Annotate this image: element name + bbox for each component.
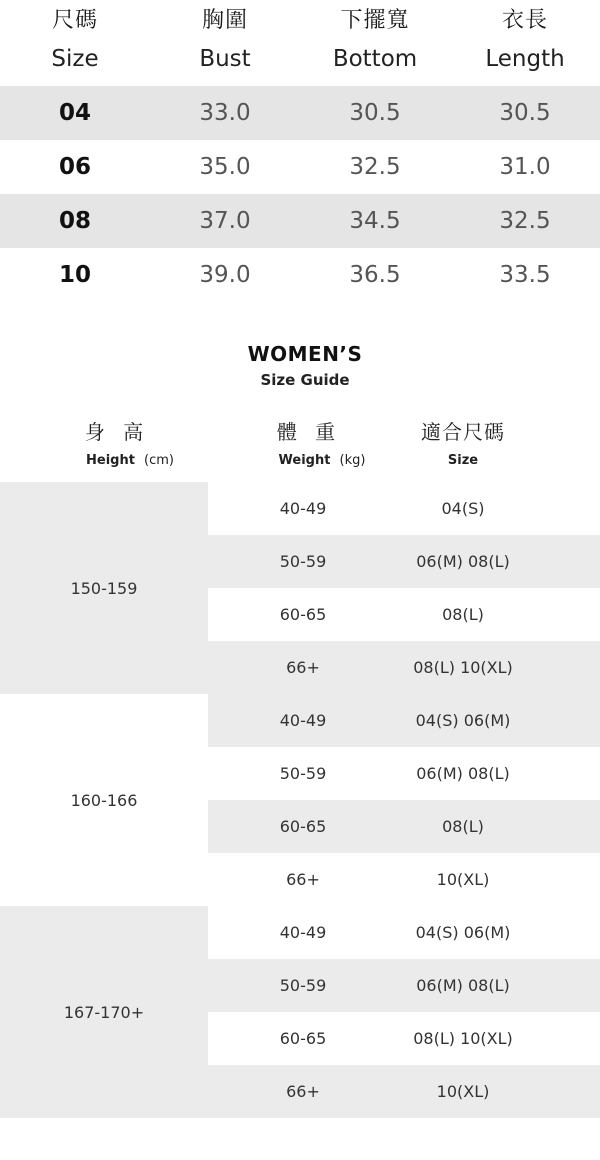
height-group	[0, 482, 600, 694]
weight-cell: 50-59	[279, 552, 327, 571]
guide-title: WOMEN’S	[247, 342, 363, 366]
weight-cell: 60-65	[279, 605, 327, 624]
size-cell: 06(M) 08(L)	[416, 552, 510, 571]
header-bust-cn: 胸圍	[201, 8, 248, 33]
guide-header-weight-cn: 體 重	[276, 420, 342, 444]
weight-cell: 40-49	[279, 499, 327, 518]
size-cell: 04	[58, 100, 91, 126]
size-cell: 10	[58, 262, 91, 288]
size-guide-table	[0, 482, 600, 1118]
header-size	[0, 0, 150, 72]
table-row	[208, 641, 600, 694]
height-group	[0, 694, 600, 906]
weight-cell: 40-49	[279, 923, 327, 942]
measurement-table	[0, 0, 600, 302]
bottom-cell: 30.5	[349, 100, 401, 126]
length-cell: 30.5	[499, 100, 551, 126]
header-bottom	[300, 0, 450, 72]
guide-header-size	[383, 420, 543, 470]
size-cell: 08(L) 10(XL)	[413, 658, 513, 677]
bust-cell: 33.0	[199, 100, 251, 126]
guide-header-weight-label: Weight	[278, 453, 331, 468]
size-cell: 04(S)	[441, 499, 485, 518]
header-bottom-en: Bottom	[332, 46, 418, 72]
bust-cell: 37.0	[199, 208, 251, 234]
bottom-cell: 34.5	[349, 208, 401, 234]
weight-cell: 60-65	[279, 817, 327, 836]
table-row	[0, 86, 600, 140]
table-row	[208, 906, 600, 959]
bust-cell: 35.0	[199, 154, 251, 180]
guide-header-height-unit: (cm)	[144, 453, 174, 468]
size-cell: 08(L)	[442, 605, 484, 624]
weight-cell: 66+	[286, 870, 320, 889]
length-cell: 31.0	[499, 154, 551, 180]
size-cell: 08(L)	[442, 817, 484, 836]
table-row	[208, 588, 600, 641]
weight-cell: 66+	[286, 658, 320, 677]
weight-cell: 40-49	[279, 711, 327, 730]
guide-header-weight-unit: (kg)	[339, 453, 366, 468]
height-cell: 160-166	[70, 790, 138, 810]
table-row	[0, 248, 600, 302]
weight-cell: 50-59	[279, 764, 327, 783]
header-length-cn: 衣長	[501, 8, 548, 33]
table-row	[208, 482, 600, 535]
table-row	[208, 535, 600, 588]
length-cell: 32.5	[499, 208, 551, 234]
size-cell: 06	[58, 154, 91, 180]
table-row	[208, 1012, 600, 1065]
weight-cell: 66+	[286, 1082, 320, 1101]
table-row	[208, 800, 600, 853]
guide-header-size-en: Size	[447, 453, 479, 468]
guide-header-height	[30, 420, 230, 470]
size-cell: 08(L) 10(XL)	[413, 1029, 513, 1048]
table-row	[0, 194, 600, 248]
guide-header-height-cn: 身 高	[84, 420, 150, 444]
measurement-table-header	[0, 0, 600, 86]
guide-subtitle: Size Guide	[260, 371, 350, 389]
table-row	[208, 694, 600, 747]
size-cell: 08	[58, 208, 91, 234]
size-cell: 10(XL)	[436, 870, 490, 889]
bottom-cell: 32.5	[349, 154, 401, 180]
height-group	[0, 906, 600, 1118]
bust-cell: 39.0	[199, 262, 251, 288]
header-size-cn: 尺碼	[51, 8, 98, 33]
table-row	[208, 853, 600, 906]
weight-cell: 50-59	[279, 976, 327, 995]
guide-header-height-label: Height	[86, 453, 135, 468]
header-length	[450, 0, 600, 72]
guide-header-height-en	[30, 452, 230, 470]
bottom-cell: 36.5	[349, 262, 401, 288]
size-cell: 04(S) 06(M)	[415, 711, 511, 730]
height-cell: 167-170+	[0, 906, 208, 1118]
table-row	[0, 140, 600, 194]
size-cell: 04(S) 06(M)	[415, 923, 511, 942]
height-cell: 150-159	[0, 482, 208, 694]
header-bust	[150, 0, 300, 72]
size-cell: 06(M) 08(L)	[416, 764, 510, 783]
weight-cell: 60-65	[279, 1029, 327, 1048]
length-cell: 33.5	[499, 262, 551, 288]
size-cell: 06(M) 08(L)	[416, 976, 510, 995]
table-row	[208, 1065, 600, 1118]
header-bust-en: Bust	[199, 46, 251, 72]
guide-header-size-cn: 適合尺碼	[421, 420, 505, 444]
header-bottom-cn: 下擺寬	[340, 8, 410, 33]
table-row	[208, 747, 600, 800]
header-length-en: Length	[485, 46, 565, 72]
table-row	[208, 959, 600, 1012]
size-cell: 10(XL)	[436, 1082, 490, 1101]
header-size-en: Size	[51, 46, 99, 72]
